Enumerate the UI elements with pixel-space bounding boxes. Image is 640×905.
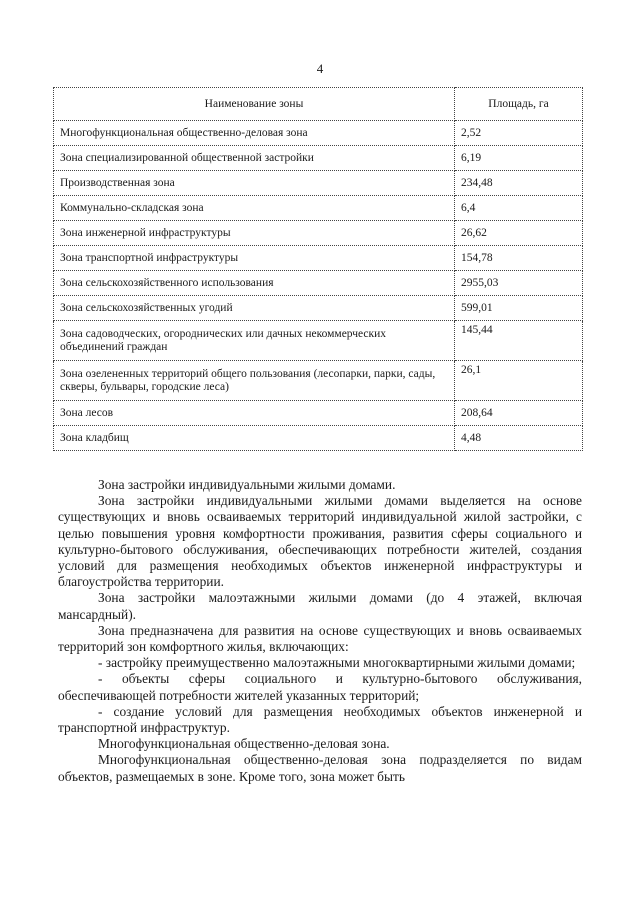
zone-area-cell: 234,48 — [454, 171, 582, 196]
zone-area-cell: 4,48 — [454, 426, 582, 451]
table-row — [54, 171, 583, 196]
list-item: - объекты сферы социального и культурно-бытового обслуживания, обеспечивающей потребности жителей указанных территорий; — [58, 671, 582, 703]
paragraph: Многофункциональная общественно-деловая зона подразделяется по видам объектов, размещаемых в зоне. Кроме того, зона может быть — [58, 752, 582, 784]
table-row — [54, 196, 583, 221]
zone-name-cell: Коммунально-складская зона — [54, 196, 455, 221]
zone-name-cell: Зона озелененных территорий общего пользования (лесопарки, парки, сады, скверы, бульвары, городские леса) — [54, 361, 455, 401]
zone-name-cell: Зона лесов — [54, 401, 455, 426]
zone-name-cell: Производственная зона — [54, 171, 455, 196]
table-row — [54, 426, 583, 451]
zone-name-cell: Многофункциональная общественно-деловая зона — [54, 121, 455, 146]
header-area: Площадь, га — [454, 88, 582, 121]
zone-name-cell: Зона сельскохозяйственного использования — [54, 271, 455, 296]
zone-area-cell: 26,1 — [454, 361, 582, 401]
section-heading: Многофункциональная общественно-деловая зона. — [98, 736, 390, 752]
zones-table — [53, 87, 583, 451]
table-row — [54, 361, 583, 401]
body-text — [58, 477, 582, 785]
zone-area-cell: 145,44 — [454, 321, 582, 361]
table-row — [54, 121, 583, 146]
zone-area-cell: 208,64 — [454, 401, 582, 426]
paragraph: Зона предназначена для развития на основе существующих и вновь осваиваемых территорий зон комфортного жилья, включающих: — [58, 622, 582, 655]
table-header-row — [54, 88, 583, 121]
table-row — [54, 271, 583, 296]
paragraph: Зона застройки индивидуальными жилыми домами выделяется на основе существующих и вновь осваиваемых территорий индивидуальной жилой застройки, с целью повышения уровня комфортности проживания, развития сферы социального и культурно-бытового обслуживания, обеспечивающих потребности жителей, создания условий для размещения необходимых объектов инженерной инфраструктуры и благоустройства территории. — [58, 493, 582, 590]
zone-area-cell: 154,78 — [454, 246, 582, 271]
table-row — [54, 321, 583, 361]
header-zone-name: Наименование зоны — [54, 88, 455, 121]
section-heading: Зона застройки малоэтажными жилыми домами (до 4 этажей, включая мансардный). — [58, 590, 582, 622]
zone-area-cell: 6,4 — [454, 196, 582, 221]
page-number: 4 — [316, 61, 324, 76]
zone-area-cell: 26,62 — [454, 221, 582, 246]
table-row — [54, 221, 583, 246]
table-row — [54, 401, 583, 426]
list-item: - застройку преимущественно малоэтажными многоквартирными жилыми домами; — [98, 655, 576, 671]
section-heading: Зона застройки индивидуальными жилыми домами. — [98, 477, 396, 492]
zone-area-cell: 6,19 — [454, 146, 582, 171]
zone-area-cell: 2,52 — [454, 121, 582, 146]
zone-name-cell: Зона сельскохозяйственных угодий — [54, 296, 455, 321]
zone-name-cell: Зона специализированной общественной застройки — [54, 146, 455, 171]
zone-area-cell: 599,01 — [454, 296, 582, 321]
table-row — [54, 246, 583, 271]
zone-name-cell: Зона инженерной инфраструктуры — [54, 221, 455, 246]
list-item: - создание условий для размещения необходимых объектов инженерной и транспортной инфраструктур. — [58, 703, 582, 736]
zone-name-cell: Зона транспортной инфраструктуры — [54, 246, 455, 271]
zone-area-cell: 2955,03 — [454, 271, 582, 296]
table-row — [54, 296, 583, 321]
table-row — [54, 146, 583, 171]
zone-name-cell: Зона садоводческих, огороднических или дачных некоммерческих объединений граждан — [54, 321, 455, 361]
zone-name-cell: Зона кладбищ — [54, 426, 455, 451]
